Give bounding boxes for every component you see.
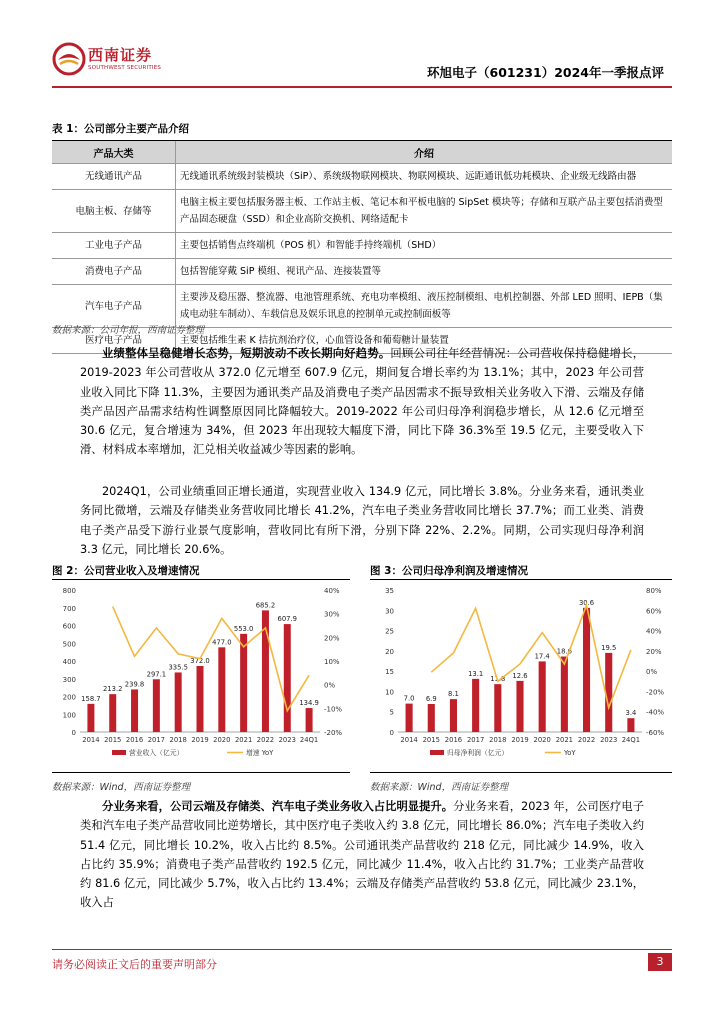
y-tick-label-right: -60% xyxy=(646,729,665,737)
data-label: 19.5 xyxy=(601,643,617,652)
y-tick-label-left: 200 xyxy=(62,693,76,702)
data-label: 239.8 xyxy=(124,680,145,689)
y-tick-label-right: 30% xyxy=(324,610,340,619)
y-tick-label-left: 400 xyxy=(62,658,76,666)
y-tick-label-right: 0% xyxy=(324,681,336,690)
x-tick-label: 24Q1 xyxy=(621,736,641,744)
table-cell-desc: 主要包括维生素 K 拮抗剂治疗仪，心血管设备和葡萄糖计量装置 xyxy=(176,328,673,354)
x-tick-label: 2017 xyxy=(147,736,166,744)
data-label: 607.9 xyxy=(277,615,298,624)
table-cell-category: 消费电子产品 xyxy=(52,259,176,285)
y-tick-label-right: -40% xyxy=(646,708,665,717)
yoy-line xyxy=(431,605,631,708)
table-cell-category: 医疗电子产品 xyxy=(52,328,176,354)
y-tick-label-right: 0% xyxy=(646,668,658,677)
paragraph-body: 2024Q1，公司业绩重回正增长通道，实现营业收入 134.9 亿元，同比增长 3.8%。分业务来看，通讯类业务同比微增，云端及存储类业务营收同比增长 41.2%，汽车电子类业务营收同比增长 37.7%；而工业类、消费电子类产品受下游行业景气度影响，营收同比有所下滑，分别下降 22%、2.2%。同期，公司实现归母净利润 3.3 亿元，同比增长 20.6%。 xyxy=(80,485,644,556)
y-tick-label-right: -20% xyxy=(324,729,343,737)
table-cell-desc: 包括智能穿戴 SiP 模组、视讯产品、连接装置等 xyxy=(176,259,673,285)
data-label: 3.4 xyxy=(625,709,637,718)
data-label: 685.2 xyxy=(255,601,276,610)
chart-title: 图 3：公司归母净利润及增速情况 xyxy=(370,565,528,577)
y-tick-label-left: 500 xyxy=(62,640,76,649)
data-label: 12.6 xyxy=(512,671,528,680)
table-cell-category: 无线通讯产品 xyxy=(52,164,176,190)
y-tick-label-right: 20% xyxy=(324,634,340,643)
table-header-desc: 介绍 xyxy=(176,141,673,164)
logo-mark-icon xyxy=(52,42,86,76)
data-label: 18.6 xyxy=(556,647,572,656)
paragraph-performance xyxy=(80,344,644,460)
bar xyxy=(109,694,116,732)
chart-source: 数据来源：Wind，西南证券整理 xyxy=(370,782,509,793)
legend-line-label: YoY xyxy=(564,749,576,757)
y-tick-label-right: -20% xyxy=(646,688,665,697)
bar xyxy=(197,666,204,732)
header-rule xyxy=(52,86,672,88)
bar xyxy=(406,704,413,732)
data-label: 30.6 xyxy=(578,598,595,607)
revenue-chart xyxy=(52,582,350,760)
x-tick-label: 2014 xyxy=(82,736,100,744)
data-label: 213.2 xyxy=(102,685,123,694)
x-tick-label: 2015 xyxy=(422,736,440,744)
y-tick-label-left: 800 xyxy=(62,587,76,595)
y-tick-label-right: 40% xyxy=(324,587,340,595)
y-tick-label-right: -10% xyxy=(324,705,343,714)
x-tick-label: 2015 xyxy=(104,736,122,744)
legend-bar-label: 营业收入（亿元） xyxy=(129,749,184,757)
bar xyxy=(175,672,182,732)
table-source: 数据来源：公司年报，西南证券整理 xyxy=(52,325,205,336)
company-name-en: SOUTHWEST SECURITIES xyxy=(88,65,162,71)
y-tick-label-left: 0 xyxy=(71,729,76,737)
x-tick-label: 2021 xyxy=(555,736,574,744)
paragraph-segments xyxy=(80,797,644,913)
legend-bar-swatch xyxy=(430,750,444,755)
y-tick-label-left: 20 xyxy=(385,647,394,656)
chart-bottom-rule xyxy=(52,772,350,773)
y-tick-label-left: 10 xyxy=(385,688,394,697)
data-label: 6.9 xyxy=(425,695,437,704)
x-tick-label: 24Q1 xyxy=(299,736,319,744)
chart-bottom-rule xyxy=(370,772,672,773)
bar xyxy=(131,689,138,732)
y-tick-label-right: 80% xyxy=(646,587,662,595)
table-cell-desc: 主要包括销售点终端机（POS 机）和智能手持终端机（SHD） xyxy=(176,233,673,259)
bar xyxy=(627,718,634,732)
company-name-cn: 西南证券 xyxy=(88,46,153,64)
data-label: 7.0 xyxy=(403,694,415,703)
x-tick-label: 2019 xyxy=(191,736,209,744)
table-row xyxy=(52,190,672,233)
x-tick-label: 2020 xyxy=(213,736,231,744)
bar xyxy=(153,679,160,732)
x-tick-label: 2016 xyxy=(125,736,144,744)
y-tick-label-right: 10% xyxy=(324,658,340,666)
data-label: 11.8 xyxy=(490,675,506,684)
y-tick-label-left: 25 xyxy=(385,627,394,636)
bar xyxy=(428,704,435,732)
x-tick-label: 2018 xyxy=(169,736,187,744)
x-tick-label: 2023 xyxy=(600,736,618,744)
y-tick-label-right: 40% xyxy=(646,627,662,636)
paragraph-q1 xyxy=(80,482,644,559)
data-label: 477.0 xyxy=(212,638,232,647)
y-tick-label-right: 20% xyxy=(646,647,662,656)
data-label: 13.1 xyxy=(468,669,484,678)
bar xyxy=(516,681,523,732)
bar xyxy=(561,657,568,732)
data-label: 158.7 xyxy=(81,694,101,703)
table-row xyxy=(52,259,672,285)
y-tick-label-left: 300 xyxy=(62,675,76,684)
footer-rule xyxy=(52,949,672,950)
y-tick-label-left: 15 xyxy=(385,668,394,677)
chart-source: 数据来源：Wind，西南证券整理 xyxy=(52,782,191,793)
bar xyxy=(218,647,225,732)
x-tick-label: 2014 xyxy=(400,736,418,744)
table-cell-desc: 主要涉及稳压器、整流器、电池管理系统、充电功率模组、液压控制模组、电机控制器、外部 LED 照明、IEPB（集成电动驻车制动）、车载信息及娱乐讯息的控制单元或控制面板等 xyxy=(176,285,673,328)
x-tick-label: 2022 xyxy=(256,736,275,744)
paragraph-lead: 业绩整体呈稳健增长态势，短期波动不改长期向好趋势。 xyxy=(102,347,391,360)
bar xyxy=(472,679,479,732)
table-cell-desc: 电脑主板主要包括服务器主板、工作站主板、笔记本和平板电脑的 SipSet 模块等；存储和互联产品主要包括消费型产品固态硬盘（SSD）和企业高阶交换机、网络适配卡 xyxy=(176,190,673,233)
bar xyxy=(494,684,501,732)
bar xyxy=(87,704,94,732)
bar xyxy=(605,653,612,732)
legend-bar-label: 归母净利润（亿元） xyxy=(447,749,509,757)
y-tick-label-left: 5 xyxy=(389,708,394,717)
page-number: 3 xyxy=(648,953,672,971)
legend-bar-swatch xyxy=(112,750,126,755)
y-tick-label-left: 700 xyxy=(62,604,76,613)
y-tick-label-left: 30 xyxy=(385,607,394,616)
x-tick-label: 2017 xyxy=(466,736,485,744)
bar xyxy=(539,661,546,732)
table-row xyxy=(52,233,672,259)
data-label: 8.1 xyxy=(448,690,459,699)
y-tick-label-left: 0 xyxy=(389,729,394,737)
x-tick-label: 2021 xyxy=(234,736,253,744)
paragraph-body: 分业务来看，2023 年，公司医疗电子类和汽车电子类产品营收同比逆势增长，其中医疗电子类收入约 3.8 亿元，同比增长 86.0%；汽车电子类收入约 51.4 亿元，同比增长 10.2%，收入占比约 8.5%。公司通讯类产品营收约 218 亿元，同比减少 14.9%，收入占比约 35.9%；消费电子类产品营收约 192.5 亿元，同比减少 11.4%，收入占比约 31.7%；工业类产品营收约 81.6 亿元，同比减少 5.7%，收入占比约 13.4%；云端及存储类产品营收约 53.8 亿元，同比减少 23.1%，收入占 xyxy=(80,800,644,910)
x-tick-label: 2022 xyxy=(577,736,596,744)
data-label: 553.0 xyxy=(233,624,254,633)
y-tick-label-right: 60% xyxy=(646,607,662,616)
table-caption: 表 1：公司部分主要产品介绍 xyxy=(52,123,189,135)
bar xyxy=(240,634,247,732)
table-cell-category: 汽车电子产品 xyxy=(52,285,176,328)
chart-top-rule xyxy=(52,579,350,580)
report-title: 环旭电子（601231）2024年一季报点评 xyxy=(427,65,664,80)
chart-title: 图 2：公司营业收入及增速情况 xyxy=(52,565,200,577)
y-tick-label-left: 100 xyxy=(62,711,76,720)
data-label: 372.0 xyxy=(190,656,210,665)
bar xyxy=(284,624,291,732)
footer-disclaimer: 请务必阅读正文后的重要声明部分 xyxy=(52,958,217,971)
paragraph-lead: 分业务来看，公司云端及存储类、汽车电子类业务收入占比明显提升。 xyxy=(102,800,454,813)
x-tick-label: 2023 xyxy=(278,736,296,744)
bar xyxy=(306,708,313,732)
table-cell-category: 电脑主板、存储等 xyxy=(52,190,176,233)
table-cell-desc: 无线通讯系统级封装模块（SiP）、系统级物联网模块、物联网模块、远距通讯低功耗模块、企业级无线路由器 xyxy=(176,164,673,190)
bar xyxy=(583,608,590,732)
profit-chart xyxy=(370,582,672,760)
y-tick-label-left: 35 xyxy=(385,587,394,595)
y-tick-label-left: 600 xyxy=(62,622,76,631)
table-row xyxy=(52,164,672,190)
table-header-category: 产品大类 xyxy=(52,141,176,164)
x-tick-label: 2020 xyxy=(533,736,551,744)
data-label: 134.9 xyxy=(299,699,319,708)
table-cell-category: 工业电子产品 xyxy=(52,233,176,259)
bar xyxy=(450,699,457,732)
chart-top-rule xyxy=(370,579,672,580)
data-label: 335.5 xyxy=(168,663,188,672)
legend-line-label: 增速 YoY xyxy=(246,749,274,757)
x-tick-label: 2016 xyxy=(444,736,463,744)
data-label: 17.4 xyxy=(534,652,550,661)
paragraph-body: 回顾公司往年经营情况：公司营收保持稳健增长，2019-2023 年公司营收从 372.0 亿元增至 607.9 亿元，期间复合增长率约为 13.1%；其中，2023 年公司营业收入同比下降 11.3%，主要因为通讯类产品及消费电子类产品因需求不振导致相关业务收入下滑、云端及存储类产品因产品需求结构性调整原因同比降幅较大。2019-2022 年公司归母净利润稳步增长，从 12.6 亿元增至 30.6 亿元，复合增速为 34%，但 2023 年出现较大幅度下滑，同比下降 36.3%至 19.5 亿元，主要受收入下滑、材料成本率增加，汇兑相关收益减少等因素的影响。 xyxy=(80,347,644,457)
x-tick-label: 2019 xyxy=(511,736,529,744)
x-tick-label: 2018 xyxy=(489,736,507,744)
data-label: 297.1 xyxy=(146,670,167,679)
